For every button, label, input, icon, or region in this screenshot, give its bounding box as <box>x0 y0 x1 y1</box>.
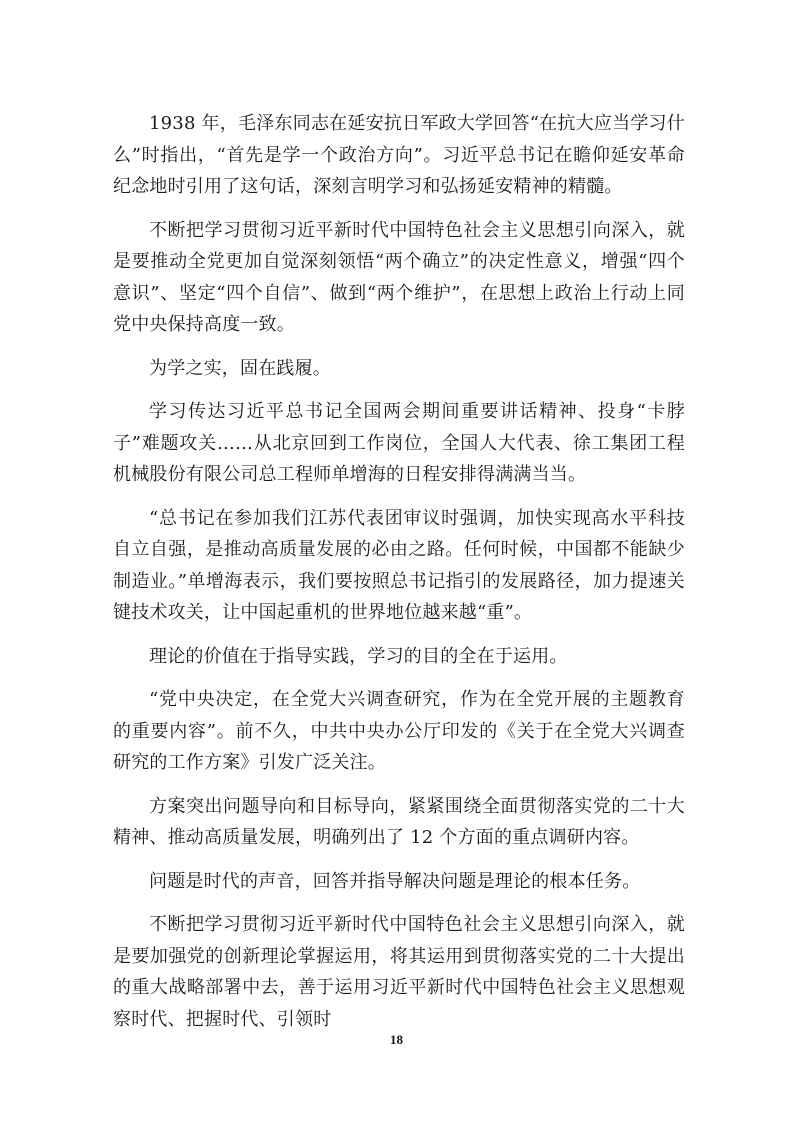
paragraph: 为学之实，固在践履。 <box>149 357 331 379</box>
paragraph: 问题是时代的声音，回答并指导解决问题是理论的根本任务。 <box>149 870 641 892</box>
paragraph: 1938 年，毛泽东同志在延安抗日军政大学回答“在抗大应当学习什么”时指出，“首先是学一个政治方向”。习近平总书记在瞻仰延安革命纪念地时引用了这句话，深刻言明学习和弘扬延安精神的精髓。 <box>113 113 685 197</box>
body-text <box>113 108 685 1035</box>
page-number: 18 <box>390 1032 403 1047</box>
paragraph: 理论的价值在于指导实践，学习的目的全在于运用。 <box>149 645 568 667</box>
paragraph: “党中央决定，在全党大兴调查研究，作为在全党开展的主题教育的重要内容”。前不久，中共中央办公厅印发的《关于在全党大兴调查研究的工作方案》引发广泛关注。 <box>113 689 685 773</box>
paragraph: 不断把学习贯彻习近平新时代中国特色社会主义思想引向深入，就是要加强党的创新理论掌握运用，将其运用到贯彻落实党的二十大提出的重大战略部署中去，善于运用习近平新时代中国特色社会主义思想观察时代、把握时代、引领时 <box>113 914 685 1030</box>
paragraph: 方案突出问题导向和目标导向，紧紧围绕全面贯彻落实党的二十大精神、推动高质量发展，明确列出了 12 个方面的重点调研内容。 <box>113 795 685 848</box>
paragraph: “总书记在参加我们江苏代表团审议时强调，加快实现高水平科技自立自强，是推动高质量发展的必由之路。任何时候，中国都不能缺少制造业。”单增海表示，我们要按照总书记指引的发展路径，加力提速关键技术攻关，让中国起重机的世界地位越来越“重”。 <box>113 507 685 623</box>
paragraph: 学习传达习近平总书记全国两会期间重要讲话精神、投身“卡脖子”难题攻关……从北京回到工作岗位，全国人大代表、徐工集团工程机械股份有限公司总工程师单增海的日程安排得满满当当。 <box>113 401 685 485</box>
paragraph: 不断把学习贯彻习近平新时代中国特色社会主义思想引向深入，就是要推动全党更加自觉深刻领悟“两个确立”的决定性意义，增强“四个意识”、坚定“四个自信”、做到“两个维护”，在思想上政治上行动上同党中央保持高度一致。 <box>113 219 685 335</box>
